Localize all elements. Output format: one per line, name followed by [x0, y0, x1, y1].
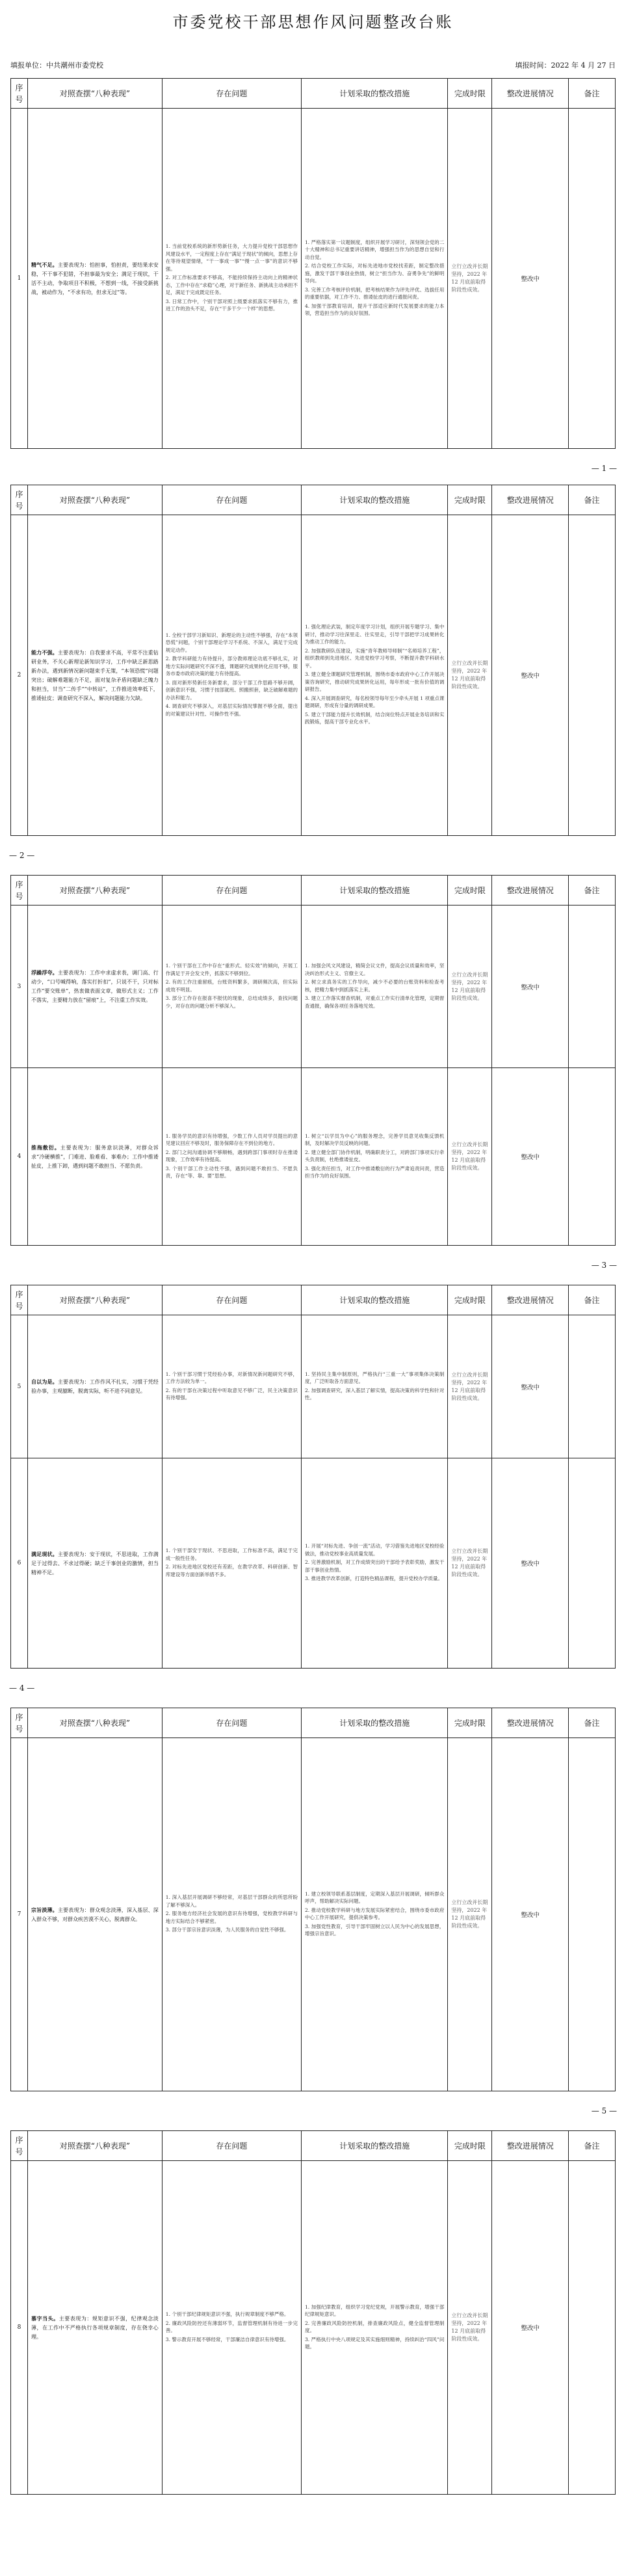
note-cell: [569, 2161, 616, 2495]
measure-item: 2. 完善廉政风险防控机制，排查廉政风险点，健全监督管理制度。: [305, 2320, 445, 2333]
manifestation-text: 主要表现为：怕担事，怕担责，要结果求安稳，不干事不犯错，不担事最为安全；满足于现状，干活不主动，争取项目不积极，不想到一线，不接受新挑战，被动作为，“不求有功，但求无过”等。: [31, 262, 159, 295]
col-header-note: 备注: [569, 2131, 616, 2161]
measure-item: 1. 开展“对标先进、争创一流”活动，学习借鉴先进地区党校经验做法，推动党校事业高质量发展。: [305, 1543, 445, 1557]
measures-cell: [302, 515, 448, 836]
problem-item: 1. 个别干部安于现状、不思进取，工作标准不高，满足于完成一般性任务。: [165, 1548, 298, 1561]
problems-cell: [162, 1315, 301, 1458]
manifestation-text: 主要表现为：安于现状，不思进取，工作满足于过得去、不求过得硬；缺乏干事创业的激情，担当精神不足。: [31, 1551, 159, 1576]
ledger-table: [10, 2130, 616, 2495]
measure-item: 2. 推动党校教学科研与地方发展实际紧密结合，围绕市委市政府中心工作开展研究，提供决策参考。: [305, 1907, 445, 1920]
problem-item: 1. 个别干部纪律规矩意识不强，执行规章制度不够严格。: [165, 2311, 289, 2317]
problems-cell: [162, 906, 301, 1068]
ledger-table: [10, 1708, 616, 2091]
problem-item: 1. 个别干部习惯于凭经验办事，对新情况新问题研究不够，工作方法较为单一。: [165, 1371, 298, 1384]
measures-cell: [302, 1315, 448, 1458]
table-row: [11, 1315, 616, 1458]
table-header-row: [11, 1708, 616, 1738]
problem-item: 4. 调查研究不够深入，对基层实际情况掌握不够全面，提出的对策建议针对性、可操作性不强。: [165, 703, 298, 717]
deadline-cell: 立行立改并长期坚持，2022 年 12 月底前取得阶段性成效。: [448, 515, 492, 836]
problem-item: 1. 全校干部学习新知识、新理论的主动性不够强，存在“本领恐慌”问题，个别干部理论学习不系统、不深入，满足于完成规定动作。: [165, 632, 298, 653]
deadline-cell: 立行立改并长期坚持，2022 年 12 月底前取得阶段性成效。: [448, 1315, 492, 1458]
table-block-3: [10, 875, 616, 1246]
col-header-stat: 整改进展情况: [492, 1708, 569, 1738]
measure-item: 3. 推进教学改革创新，打造特色精品课程，提升党校办学质量。: [305, 1576, 443, 1582]
row-number: 1: [11, 109, 28, 449]
measure-item: 1. 树立“以学员为中心”的服务理念，完善学员意见收集反馈机制，及时解决学员反映的问题。: [305, 1133, 445, 1146]
problem-item: 2. 对标先进地区党校还有差距，在教学改革、科研创新、智库建设等方面创新举措不多。: [165, 1564, 298, 1577]
measures-cell: [302, 906, 448, 1068]
table-block-1: [10, 78, 616, 449]
problem-item: 2. 廉政风险防控还有薄弱环节，监督管理机制有待进一步完善。: [165, 2320, 298, 2333]
col-header-no: 序号: [11, 1708, 28, 1738]
table-block-5: [10, 1708, 616, 2091]
problems-cell: [162, 109, 301, 449]
col-header-meas: 计划采取的整改措施: [302, 485, 448, 515]
row-number: 8: [11, 2161, 28, 2495]
col-header-meas: 计划采取的整改措施: [302, 1285, 448, 1315]
page-number: — 1 —: [591, 464, 617, 473]
problem-item: 1. 当前党校系统的新形势新任务，大力提升党校干部思想作风建设水平，一定程度上存在“满足于现状”的倾向，思想上存在等待观望情绪，“干一事成一事”“慢一点一事”的意识不够强。: [165, 243, 298, 272]
col-header-time: 完成时限: [448, 2131, 492, 2161]
measure-item: 2. 加强教研队伍建设，实施“青年教师导师制”“名师培养工程”，组织教师到先进地区、先进党校学习考察，不断提升教学科研水平。: [305, 647, 445, 669]
status-cell: 整改中: [492, 1738, 569, 2091]
table-row: [11, 906, 616, 1068]
col-header-rep: 对照查摆“八种表现”: [28, 876, 163, 906]
measure-item: 2. 完善激励机制，对工作成绩突出的干部给予表彰奖励，激发干部干事创业热情。: [305, 1559, 445, 1573]
manifestation-text: 主要表现为：群众观念淡薄，深入基层、深入群众不够，对群众疾苦漠不关心，脱离群众。: [31, 1907, 159, 1922]
col-header-time: 完成时限: [448, 485, 492, 515]
measure-item: 2. 结合党校工作实际，对标先进地市党校找差距，制定整改措施，激发干部干事创业热情，树立“担当作为、奋勇争先”的鲜明导向。: [305, 263, 445, 284]
problem-item: 3. 个别干部工作主动性不强，遇到问题不敢担当、不愿负责，存在“等、靠、要”思想。: [165, 1165, 298, 1179]
problem-item: 3. 日常工作中，个别干部对照上级要求抓落实不够有力，推进工作的劲头不足，存在“干多干少一个样”的思想。: [165, 298, 298, 312]
measure-item: 1. 坚持民主集中制原则，严格执行“三重一大”事项集体决策制度，广泛听取各方面意见。: [305, 1371, 445, 1384]
manifestation-title: 推拖敷衍。: [31, 1144, 60, 1151]
col-header-stat: 整改进展情况: [492, 1285, 569, 1315]
problem-item: 2. 有的工作注重留痕，台账资料繁多，调研频次高，但实际成效不明显。: [165, 979, 298, 993]
table-block-2: [10, 485, 616, 836]
ledger-table: [10, 875, 616, 1246]
note-cell: [569, 1738, 616, 2091]
manifestation-cell: [28, 1458, 163, 1669]
measure-item: 3. 强化责任担当，对工作中推诿敷衍的行为严肃追责问责，营造担当作为的良好氛围。: [305, 1165, 445, 1179]
note-cell: [569, 906, 616, 1068]
col-header-time: 完成时限: [448, 1285, 492, 1315]
measure-item: 1. 加强纪律教育，组织学习党纪党规，开展警示教育，增强干部纪律规矩意识。: [305, 2303, 445, 2317]
measure-item: 4. 深入开展调查研究，每名校领导每年至少牵头开展 1 项重点课题调研，形成有分量的调研成果。: [305, 695, 445, 709]
col-header-prob: 存在问题: [162, 1285, 301, 1315]
ledger-table: [10, 1285, 616, 1669]
status-cell: 整改中: [492, 1458, 569, 1669]
manifestation-title: 满足现状。: [31, 1550, 58, 1557]
note-cell: [569, 1458, 616, 1669]
row-number: 6: [11, 1458, 28, 1669]
status-cell: 整改中: [492, 906, 569, 1068]
measure-item: 3. 加强党性教育，引导干部牢固树立以人民为中心的发展思想，增强宗旨意识。: [305, 1923, 445, 1937]
measure-item: 2. 加强调查研究，深入基层了解实情，提高决策的科学性和针对性。: [305, 1387, 445, 1401]
row-number: 5: [11, 1315, 28, 1458]
page-number: — 4 —: [9, 1684, 35, 1693]
status-cell: 整改中: [492, 1315, 569, 1458]
col-header-stat: 整改进展情况: [492, 79, 569, 109]
manifestation-cell: [28, 1738, 163, 2091]
col-header-no: 序号: [11, 876, 28, 906]
manifestation-title: 宗旨淡薄。: [31, 1906, 58, 1913]
table-header-row: [11, 79, 616, 109]
col-header-meas: 计划采取的整改措施: [302, 876, 448, 906]
table-row: [11, 1458, 616, 1669]
col-header-stat: 整改进展情况: [492, 485, 569, 515]
problem-item: 2. 部门之间沟通协调不够顺畅，遇到跨部门事项时存在推诿现象，工作效率有待提高。: [165, 1149, 298, 1162]
problem-item: 3. 面对新形势新任务新要求，部分干部工作思路不够开阔，创新意识不强，习惯于按部就班、照搬照套，缺乏破解难题的办法和能力。: [165, 679, 298, 701]
col-header-no: 序号: [11, 485, 28, 515]
table-row: [11, 109, 616, 449]
status-cell: 整改中: [492, 515, 569, 836]
reporting-date: 填报时间：2022 年 4 月 27 日: [515, 61, 616, 70]
measure-item: 1. 加强会风文风建设，精简会议文件，提高会议质量和效率，坚决纠治形式主义、官僚主义。: [305, 963, 445, 976]
status-cell: 整改中: [492, 109, 569, 449]
col-header-time: 完成时限: [448, 876, 492, 906]
col-header-rep: 对照查摆“八种表现”: [28, 485, 163, 515]
status-cell: 整改中: [492, 2161, 569, 2495]
col-header-prob: 存在问题: [162, 2131, 301, 2161]
problem-item: 2. 有的干部在决策过程中听取意见不够广泛，民主决策意识有待增强。: [165, 1387, 298, 1401]
manifestation-text: 主要表现为：服务意识淡薄，对群众诉求“冷硬横推”，门难进、脸难看、事难办；工作中推诿扯皮，上推下卸，遇到问题不敢担当、不愿负责。: [31, 1144, 159, 1169]
page-number: — 5 —: [591, 2106, 617, 2115]
problem-item: 1. 深入基层开展调研不够经常，对基层干部群众的所思所盼了解不够深入。: [165, 1894, 298, 1908]
col-header-no: 序号: [11, 1285, 28, 1315]
row-number: 2: [11, 515, 28, 836]
problem-item: 2. 对工作标准要求不够高，不能持续保持主动向上的精神状态，工作中存在“求稳”心理，对于新任务、新挑战主动承担不足，满足于完成既定任务。: [165, 275, 298, 296]
note-cell: [569, 109, 616, 449]
measure-item: 1. 严格落实第一议题制度，组织开展学习研讨，深刻领会党的二十大精神和总书记重要讲话精神，增强担当作为的思想自觉和行动自觉。: [305, 239, 445, 260]
col-header-time: 完成时限: [448, 1708, 492, 1738]
deadline-cell: 立行立改并长期坚持，2022 年 12 月底前取得阶段性成效。: [448, 1068, 492, 1246]
ledger-table: [10, 78, 616, 449]
deadline-cell: 立行立改并长期坚持，2022 年 12 月底前取得阶段性成效。: [448, 2161, 492, 2495]
measure-item: 2. 建立健全部门协作机制，明确职责分工，对跨部门事项实行牵头负责制，杜绝推诿扯皮。: [305, 1149, 445, 1162]
table-block-6: [10, 2130, 616, 2495]
col-header-stat: 整改进展情况: [492, 2131, 569, 2161]
row-number: 4: [11, 1068, 28, 1246]
col-header-no: 序号: [11, 79, 28, 109]
measure-item: 3. 建立健全课题研究管理机制，围绕市委市政府中心工作开展决策咨询研究，推动研究成果转化运用，每年形成一批有价值的调研报告。: [305, 671, 445, 693]
table-header-row: [11, 1285, 616, 1315]
col-header-rep: 对照查摆“八种表现”: [28, 1285, 163, 1315]
manifestation-title: 能力不强。: [31, 649, 58, 656]
problem-item: 3. 部分干部宗旨意识淡薄，为人民服务的自觉性不够强。: [165, 1927, 289, 1933]
note-cell: [569, 515, 616, 836]
table-header-row: [11, 2131, 616, 2161]
page-number: — 2 —: [9, 851, 35, 860]
col-header-note: 备注: [569, 876, 616, 906]
problems-cell: [162, 515, 301, 836]
manifestation-title: 精气不足。: [31, 261, 58, 268]
manifestation-cell: [28, 109, 163, 449]
status-cell: 整改中: [492, 1068, 569, 1246]
measure-item: 1. 建立校领导联系基层制度，定期深入基层开展调研，倾听群众呼声，帮助解决实际问题。: [305, 1890, 445, 1904]
col-header-meas: 计划采取的整改措施: [302, 1708, 448, 1738]
measure-item: 2. 树立求真务实的工作导向，减少不必要的台账资料和检查考核，把精力集中到抓落实上来。: [305, 979, 445, 993]
col-header-note: 备注: [569, 1708, 616, 1738]
col-header-note: 备注: [569, 79, 616, 109]
row-number: 3: [11, 906, 28, 1068]
problems-cell: [162, 1068, 301, 1246]
col-header-time: 完成时限: [448, 79, 492, 109]
deadline-cell: 立行立改并长期坚持，2022 年 12 月底前取得阶段性成效。: [448, 1738, 492, 2091]
note-cell: [569, 1068, 616, 1246]
page-number: — 3 —: [591, 1261, 617, 1270]
manifestation-cell: [28, 2161, 163, 2495]
table-block-4: [10, 1285, 616, 1669]
col-header-prob: 存在问题: [162, 79, 301, 109]
col-header-note: 备注: [569, 1285, 616, 1315]
reporting-unit: 填报单位：中共潮州市委党校: [10, 61, 103, 70]
table-row: [11, 515, 616, 836]
problem-item: 3. 部分工作存在报喜不报忧的现象，总结成绩多，查找问题少，对存在的问题分析不够深入。: [165, 995, 298, 1009]
deadline-cell: 立行立改并长期坚持，2022 年 12 月底前取得阶段性成效。: [448, 1458, 492, 1669]
col-header-rep: 对照查摆“八种表现”: [28, 2131, 163, 2161]
deadline-cell: 立行立改并长期坚持，2022 年 12 月底前取得阶段性成效。: [448, 906, 492, 1068]
manifestation-cell: [28, 906, 163, 1068]
table-row: [11, 2161, 616, 2495]
manifestation-text: 主要表现为：工作中求虚求表，调门高、行动少，“口号喊得响，落实打折扣”，只说不干，只对标工作“要交账单”，热衷做表面文章，做形式主义；工作不落实，主要精力放在“留痕”上，不注重工作实效。: [31, 970, 159, 1003]
measure-item: 3. 严格执行中央八项规定及其实施细则精神，持续纠治“四风”问题。: [305, 2336, 445, 2350]
manifestation-title: 自以为是。: [31, 1378, 58, 1385]
col-header-rep: 对照查摆“八种表现”: [28, 1708, 163, 1738]
problem-item: 3. 警示教育开展不够经常，干部廉洁自律意识有待增强。: [165, 2336, 289, 2342]
measures-cell: [302, 2161, 448, 2495]
col-header-prob: 存在问题: [162, 485, 301, 515]
ledger-table: [10, 485, 616, 836]
col-header-no: 序号: [11, 2131, 28, 2161]
row-number: 7: [11, 1738, 28, 2091]
measure-item: 4. 加强干部教育培训，提升干部适应新时代发展要求的能力本领，营造担当作为的良好氛围。: [305, 302, 445, 316]
col-header-note: 备注: [569, 485, 616, 515]
measures-cell: [302, 1458, 448, 1669]
manifestation-title: 浮躁浮夸。: [31, 969, 58, 976]
col-header-stat: 整改进展情况: [492, 876, 569, 906]
col-header-meas: 计划采取的整改措施: [302, 79, 448, 109]
problem-item: 1. 服务学员的意识有待增强，少数工作人员对学员提出的意见建议回应不够及时，服务保障存在不到位的地方。: [165, 1133, 298, 1146]
measures-cell: [302, 1738, 448, 2091]
measure-item: 3. 完善工作考核评价机制，把考核结果作为评先评优、选拔任用的重要依据，对工作不力、推诿扯皮的进行通报问责。: [305, 286, 445, 300]
table-row: [11, 1068, 616, 1246]
col-header-prob: 存在问题: [162, 1708, 301, 1738]
col-header-meas: 计划采取的整改措施: [302, 2131, 448, 2161]
manifestation-text: 主要表现为：自我要求不高，平常不注重钻研业务，不关心新理论新知识学习，工作中缺乏新思路新办法，遇到新情况新问题束手无策，“本领恐慌”问题突出；破解难题能力不足，面对复杂矛盾问题缺乏魄力和担当，甘当“二传手”“中转站”，工作推进效率低下，推诿扯皮；调查研究不深入，解决问题能力欠缺。: [31, 649, 159, 701]
measures-cell: [302, 109, 448, 449]
problem-item: 2. 教学科研能力有待提升，部分教师理论功底不够扎实，对地方实际问题研究不深不透，课题研究成果转化应用不够，服务市委市政府决策的能力有待提高。: [165, 656, 298, 677]
table-row: [11, 1738, 616, 2091]
measure-item: 1. 强化理论武装，制定年度学习计划，组织开展专题学习、集中研讨，推动学习往深里走、往实里走，引导干部把学习成果转化为推动工作的能力。: [305, 624, 445, 645]
problems-cell: [162, 1738, 301, 2091]
table-header-row: [11, 485, 616, 515]
col-header-rep: 对照查摆“八种表现”: [28, 79, 163, 109]
measure-item: 3. 建立工作落实督查机制，对重点工作实行清单化管理，定期督查通报，确保各项任务落地见效。: [305, 995, 445, 1009]
manifestation-text: 主要表现为：工作作风不扎实，习惯于凭经验办事，主观臆断，脱离实际，听不进不同意见。: [31, 1379, 159, 1394]
manifestation-cell: [28, 1315, 163, 1458]
col-header-prob: 存在问题: [162, 876, 301, 906]
deadline-cell: 立行立改并长期坚持，2022 年 12 月底前取得阶段性成效。: [448, 109, 492, 449]
problems-cell: [162, 1458, 301, 1669]
problems-cell: [162, 2161, 301, 2495]
manifestation-cell: [28, 515, 163, 836]
manifestation-cell: [28, 1068, 163, 1246]
page-title: 市委党校干部思想作风问题整改台账: [172, 13, 454, 31]
manifestation-title: 慕字当头。: [31, 2314, 59, 2322]
note-cell: [569, 1315, 616, 1458]
problem-item: 2. 服务地方经济社会发展的意识有待增强，党校教学科研与地方实际结合不够紧密。: [165, 1911, 298, 1924]
measure-item: 5. 建立干部能力提升长效机制，结合岗位特点开展业务培训和实践锻炼，提高干部专业化水平。: [305, 711, 445, 725]
manifestation-text: 主要表现为：规矩意识不强，纪律观念淡薄，在工作中不严格执行各项规章制度，存在侥幸心理。: [31, 2315, 159, 2340]
problem-item: 1. 个别干部在工作中存在“重形式、轻实效”的倾向，开展工作满足于开会发文件，抓落实不够到位。: [165, 963, 298, 976]
measures-cell: [302, 1068, 448, 1246]
table-header-row: [11, 876, 616, 906]
